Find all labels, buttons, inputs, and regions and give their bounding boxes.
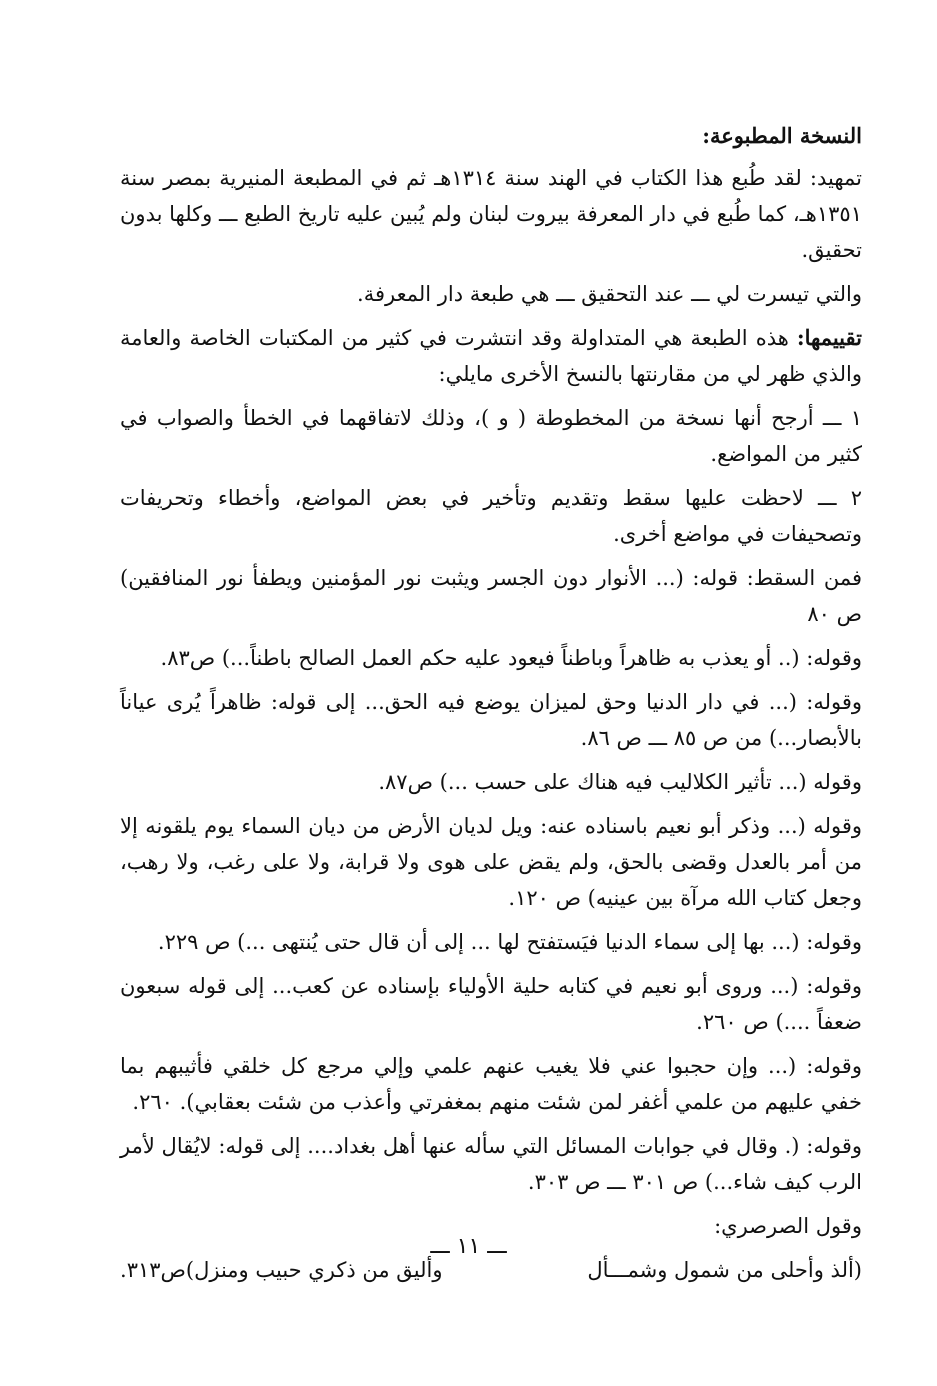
section-heading: النسخة المطبوعة: xyxy=(702,123,862,148)
evaluation-text: هذه الطبعة هي المتداولة وقد انتشرت في كثير من المكتبات الخاصة والعامة والذي ظهر لي من مقارنتها بالنسخ الأخرى مايلي: xyxy=(120,326,862,386)
example-p229: وقوله: (... بها إلى سماء الدنيا فيَستفتح لها ... إلى أن قال حتى يُنتهى ...) ص ٢٢٩. xyxy=(157,930,862,954)
example-p87: وقوله (... تأثير الكلاليب فيه هناك على حسب ...) ص٨٧. xyxy=(378,770,862,794)
page-number: ـــ ١١ ـــ xyxy=(430,1234,507,1259)
example-omission: فمن السقط: قوله: (... الأنوار دون الجسر ويثبت نور المؤمنين ويطفأ نور المنافقين) ص ٨٠ xyxy=(120,566,862,626)
example-p260-b: وقوله: (... وإن حجبوا عني فلا يغيب عنهم علمي وإلي مرجع كل خلقي فأثيبهم بما خفي عليهم من علمي أغفر لمن شئت منهم بمغفرتي وأعذب من شئت بعقابي). ٢٦٠. xyxy=(120,1054,862,1114)
point-1: ١ ـــ أرجح أنها نسخة من المخطوطة ( و )، وذلك لاتفاقهما في الخطأ والصواب في كثير من المواضع. xyxy=(120,406,862,466)
poem-second-hemistich: وأليق من ذكري حبيب ومنزل)ص٣١٣. xyxy=(120,1258,443,1282)
intro-paragraph: تمهيد: لقد طُبع هذا الكتاب في الهند سنة ١٣١٤هـ ثم في المطبعة المنيرية بمصر سنة ١٣٥١هـ، كما طُبع في دار المعرفة بيروت لبنان ولم يُبين عليه تاريخ الطبع ـــ وكلها بدون تحقيق. xyxy=(120,166,862,262)
example-p85-86: وقوله: (... في دار الدنيا وحق لميزان يوضع فيه الحق... إلى قوله: ظاهراً يُرى عياناً بالأبصار...) من ص ٨٥ ـــ ص ٨٦. xyxy=(120,690,862,750)
sarsari-intro: وقول الصرصري: xyxy=(714,1214,862,1238)
example-p301-303: وقوله: (. وقال في جوابات المسائل التي سأله عنها أهل بغداد.... إلى قوله: لايُقال لأمر الرب كيف شاء...) ص ٣٠١ ـــ ص ٣٠٣. xyxy=(120,1134,862,1194)
page-body xyxy=(120,118,862,1288)
example-p120: وقوله (... وذكر أبو نعيم باسناده عنه: ويل لديان الأرض من ديان السماء يوم يلقونه إلا من أمر بالعدل وقضى بالحق، ولم يقض على هوى ولا قرابة، ولا على رغب، ولا رهب، وجعل كتاب الله مرآة بين عينيه) ص ١٢٠. xyxy=(120,814,862,910)
point-2: ٢ ـــ لاحظت عليها سقط وتقديم وتأخير في بعض المواضع، وأخطاء وتحريفات وتصحيفات في مواضع أخرى. xyxy=(120,486,862,546)
example-p83: وقوله: (.. أو يعذب به ظاهراً وباطناً فيعود عليه حكم العمل الصالح باطناً...) ص٨٣. xyxy=(160,646,862,670)
poem-first-hemistich: (ألذ وأحلى من شمول وشمـــأل xyxy=(587,1258,862,1282)
edition-used-paragraph: والتي تيسرت لي ـــ عند التحقيق ـــ هي طبعة دار المعرفة. xyxy=(357,282,862,306)
example-p260-a: وقوله: (... وروى أبو نعيم في كتابه حلية الأولياء بإسناده عن كعب... إلى قوله سبعون ضعفاً ....) ص ٢٦٠. xyxy=(120,974,862,1034)
evaluation-label: تقييمها: xyxy=(796,325,862,350)
evaluation-paragraph xyxy=(120,320,862,392)
